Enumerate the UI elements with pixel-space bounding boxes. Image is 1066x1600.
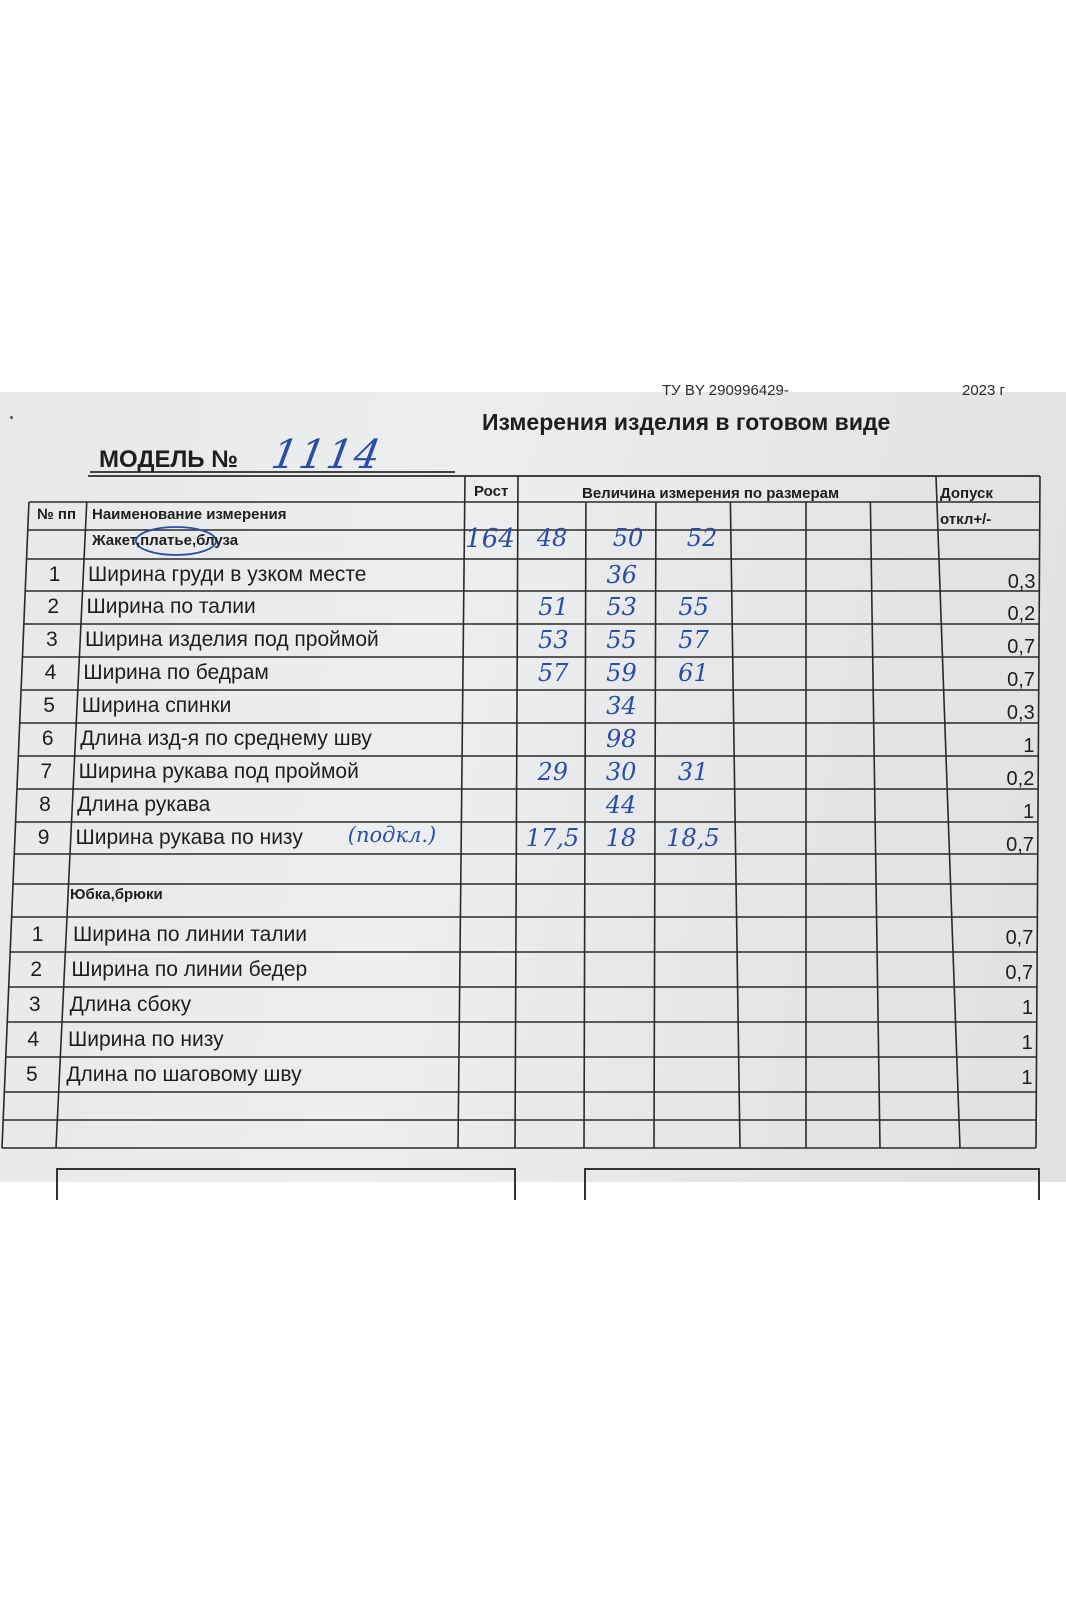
- tolerance-value: 0,3: [1007, 571, 1036, 593]
- grid-line: [730, 502, 740, 1148]
- row-number: 9: [37, 826, 50, 849]
- section-title-skirt: Юбка,брюки: [70, 886, 163, 903]
- grid-line: [936, 476, 960, 1148]
- row-number: 7: [40, 760, 53, 783]
- row-number: 8: [39, 793, 51, 816]
- column-header-name: Наименование измерения: [92, 506, 287, 523]
- value-52: 61: [678, 659, 709, 687]
- model-label: МОДЕЛЬ №: [99, 446, 238, 473]
- column-header-sizes: Величина измерения по размерам: [582, 485, 840, 502]
- value-50: 36: [606, 561, 638, 589]
- bottom-box-right: [584, 1168, 1040, 1200]
- row-number: 5: [43, 694, 55, 717]
- value-50: 59: [606, 659, 637, 687]
- value-50: 55: [606, 626, 637, 654]
- row-number: 1: [48, 563, 61, 586]
- measurement-sheet: [0, 382, 1066, 1182]
- grid-line: [870, 502, 880, 1148]
- row-name: Ширина по низу: [68, 1028, 224, 1051]
- height-value: 164: [465, 524, 515, 554]
- bottom-box-left: [56, 1168, 516, 1200]
- size-header-52: 52: [686, 524, 718, 552]
- value-48: 29: [537, 758, 569, 786]
- grid-line: [2, 502, 29, 1148]
- tolerance-value: 0,7: [1007, 636, 1036, 658]
- tolerance-value: 1: [1021, 997, 1033, 1019]
- tolerance-value: 0,7: [1005, 927, 1034, 949]
- size-header-48: 48: [536, 524, 568, 552]
- tolerance-value: 0,7: [1006, 834, 1034, 856]
- value-50: 30: [605, 758, 637, 786]
- row-number: 1: [31, 923, 44, 946]
- value-52: 55: [678, 593, 709, 621]
- value-50: 53: [606, 593, 637, 621]
- row-name: Ширина по линии талии: [73, 923, 308, 946]
- column-header-tolerance: Допуск: [940, 485, 993, 502]
- row-name: Длина по шаговому шву: [66, 1063, 302, 1086]
- column-header-height: Рост: [474, 483, 509, 500]
- speck: [10, 416, 13, 419]
- tolerance-value: 1: [1021, 1032, 1033, 1054]
- value-50: 34: [606, 692, 637, 720]
- grid-line: [458, 476, 465, 1148]
- value-50: 18: [605, 824, 637, 852]
- row-number: 2: [47, 595, 60, 618]
- row-name: Длина рукава: [77, 793, 211, 816]
- model-number-handwritten: 1114: [267, 432, 386, 478]
- tolerance-value: 1: [1021, 1067, 1033, 1089]
- row-name: Ширина рукава под проймой: [78, 760, 359, 783]
- row-number: 6: [41, 727, 54, 750]
- column-header-no: № пп: [37, 506, 77, 523]
- row-number: 4: [44, 661, 57, 684]
- grid-line: [515, 476, 518, 1148]
- tolerance-value: 0,2: [1006, 768, 1035, 790]
- row-number: 2: [30, 958, 42, 981]
- year: 2023 г: [962, 382, 1006, 399]
- row-name: Ширина груди в узком месте: [88, 563, 367, 586]
- grid-line: [654, 502, 656, 1148]
- row-name: Ширина по линии бедер: [71, 958, 308, 981]
- tolerance-value: 0,2: [1007, 603, 1036, 625]
- row-number: 3: [28, 993, 41, 1016]
- value-48: 53: [538, 626, 569, 654]
- column-header-tolerance-2: откл+/-: [940, 511, 992, 528]
- row-name: Ширина по талии: [86, 595, 256, 618]
- grid-line: [584, 502, 586, 1148]
- tu-code: ТУ BY 290996429-: [662, 382, 789, 399]
- row-number: 4: [27, 1028, 40, 1051]
- tolerance-value: 1: [1023, 735, 1035, 757]
- value-50: 44: [605, 791, 637, 819]
- row-name: Длина сбоку: [69, 993, 192, 1016]
- size-header-50: 50: [612, 524, 644, 552]
- row-name: Длина изд-я по среднему шву: [80, 727, 372, 750]
- value-50: 98: [605, 725, 637, 753]
- section-title-jacket: Жакет,платье,блуза: [92, 532, 239, 549]
- value-48: 17,5: [525, 824, 580, 852]
- value-52: 31: [677, 758, 709, 786]
- row9-note: (подкл.): [347, 823, 437, 847]
- tolerance-value: 1: [1023, 801, 1035, 823]
- row-name: Ширина по бедрам: [83, 661, 269, 684]
- value-52: 18,5: [666, 824, 720, 852]
- value-48: 57: [537, 659, 569, 687]
- row-name: Ширина рукава по низу: [75, 826, 303, 849]
- value-52: 57: [678, 626, 709, 654]
- row-number: 5: [25, 1063, 38, 1086]
- row-name: Ширина спинки: [81, 694, 232, 717]
- row-number: 3: [45, 628, 58, 651]
- tolerance-value: 0,7: [1005, 962, 1034, 984]
- row-name: Ширина изделия под проймой: [84, 628, 379, 651]
- tolerance-value: 0,3: [1006, 702, 1035, 724]
- document-title: Измерения изделия в готовом виде: [482, 409, 891, 435]
- value-48: 51: [538, 593, 569, 621]
- tolerance-value: 0,7: [1007, 669, 1035, 691]
- grid-line: [1036, 476, 1040, 1148]
